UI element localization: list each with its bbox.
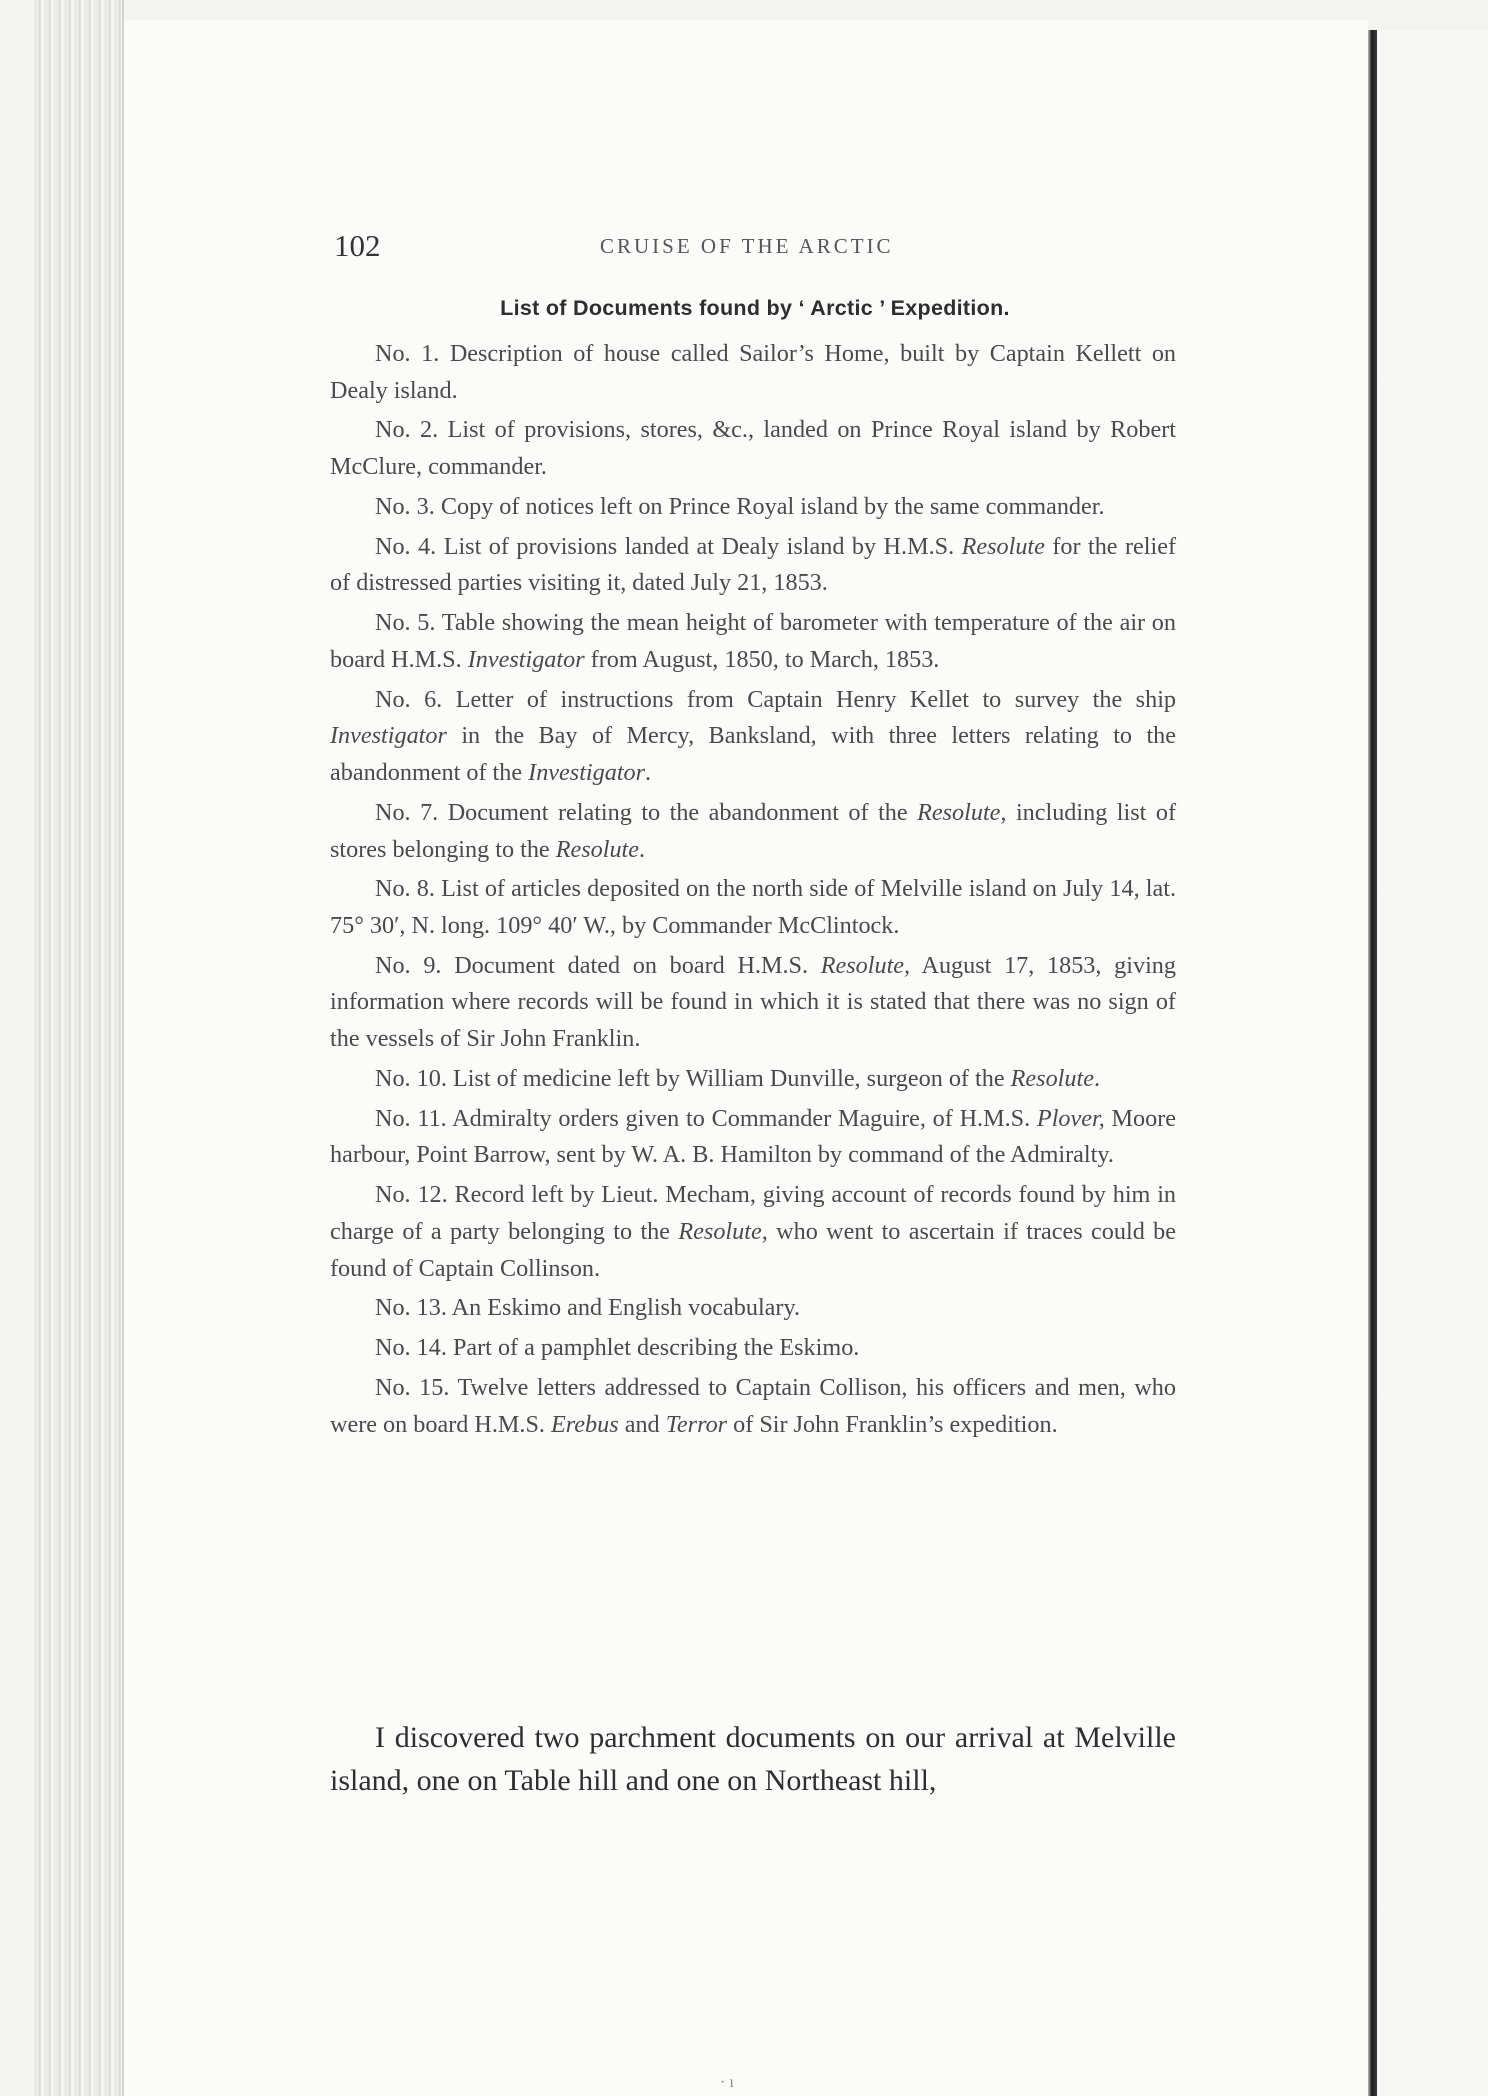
entry-text: An Eskimo and English vocabulary. [451, 1294, 801, 1322]
entry-text: Part of a pamphlet describing the Eskimo. [452, 1334, 860, 1362]
entry-label: No. 14. [375, 1334, 447, 1362]
page-number: 102 [334, 228, 381, 263]
entry-text: including list of stores belonging to the [330, 798, 1176, 863]
entry-label: No. 12. [375, 1181, 448, 1209]
ship-name: Investigator [467, 645, 585, 673]
document-entry [330, 336, 1176, 409]
entry-text: . [1093, 1064, 1100, 1092]
page-edges [34, 0, 124, 2096]
document-entry [330, 1370, 1176, 1443]
entry-text: in the Bay of Mercy, Banksland, with three letters relating to the abandonment of the [330, 722, 1176, 787]
entry-text: and [618, 1410, 666, 1438]
footer-mark: · ı [720, 2074, 734, 2091]
entry-label: No. 8. [375, 875, 435, 903]
entry-label: No. 3. [375, 492, 435, 520]
entry-text: List of provisions landed at Dealy island by H.M.S. [443, 532, 962, 560]
ship-name: Erebus [551, 1410, 619, 1438]
ship-name: Resolute, [917, 798, 1007, 826]
body-paragraph: I discovered two parchment documents on our arrival at Melville island, one on Table hill and one on Northeast hill, [330, 1721, 1176, 1797]
ship-name: Investigator [330, 722, 447, 750]
entry-text: Document relating to the abandonment of the [447, 798, 918, 826]
document-list [330, 336, 1176, 1447]
entry-text: Document dated on board H.M.S. [454, 951, 821, 979]
entry-text: who went to ascertain if traces could be found of Captain Collinson. [330, 1217, 1176, 1282]
entry-text: of Sir John Franklin’s expedition. [727, 1410, 1058, 1438]
entry-text: Letter of instructions from Captain Henry Kellet to survey the ship [455, 685, 1177, 713]
entry-label: No. 9. [375, 951, 442, 979]
document-entry [330, 412, 1176, 485]
entry-text: Description of house called Sailor’s Home, built by Captain Kellett on Dealy island. [330, 340, 1177, 404]
entry-label: No. 7. [375, 798, 439, 826]
ship-name: Resolute [1010, 1064, 1094, 1092]
entry-text: Moore harbour, Point Barrow, sent by W. A. B. Hamilton by command of the Admiralty. [330, 1104, 1177, 1169]
ship-name: Resolute [961, 532, 1045, 560]
ship-name: Resolute, [678, 1217, 768, 1245]
facing-page [1377, 30, 1488, 2096]
entry-label: No. 11. [375, 1104, 447, 1132]
document-entry [330, 489, 1176, 526]
ship-name: Terror [665, 1410, 728, 1438]
entry-text: Copy of notices left on Prince Royal island by the same commander. [440, 492, 1105, 520]
document-entry [330, 1061, 1176, 1098]
entry-label: No. 6. [375, 685, 443, 713]
entry-text: List of articles deposited on the north side of Melville island on July 14, lat. 75° 30′, N. long. 109° 40′ W., by Commander McClintock. [330, 875, 1177, 939]
document-entry [330, 795, 1176, 868]
entry-text: from August, 1850, to March, 1853. [584, 645, 940, 673]
entry-label: No. 4. [375, 532, 437, 560]
document-entry [330, 1177, 1176, 1287]
entry-text: August 17, 1853, giving information where records will be found in which it is stated that there was no sign of the vessels of Sir John Franklin. [330, 951, 1176, 1053]
document-entry [330, 948, 1176, 1058]
entry-text: Twelve letters addressed to Captain Collison, his officers and men, who were on board H.M.S. [330, 1374, 1176, 1438]
entry-text: List of provisions, stores, &c., landed on Prince Royal island by Robert McClure, commander. [330, 416, 1176, 481]
entry-text: Table showing the mean height of barometer with temperature of the air on board H.M.S. [330, 609, 1176, 673]
document-entry [330, 529, 1176, 602]
document-entry [330, 1101, 1176, 1174]
ship-name: Resolute [555, 835, 640, 863]
entry-label: No. 10. [375, 1064, 447, 1092]
ship-name: Plover, [1036, 1104, 1105, 1132]
running-head: CRUISE OF THE ARCTIC [600, 234, 894, 258]
entry-text: List of medicine left by William Dunville, surgeon of the [452, 1064, 1011, 1092]
entry-label: No. 5. [375, 609, 436, 637]
document-entry [330, 1290, 1176, 1327]
entry-text: for the relief of distressed parties visiting it, dated July 21, 1853. [330, 532, 1177, 597]
document-entry [330, 682, 1176, 792]
entry-text: Admiralty orders given to Commander Maguire, of H.M.S. [452, 1104, 1037, 1132]
entry-label: No. 2. [375, 416, 439, 444]
entry-text: . [639, 835, 646, 863]
entry-text: . [645, 759, 652, 787]
entry-label: No. 15. [375, 1374, 450, 1402]
ship-name: Investigator [528, 759, 646, 787]
book-binding [1368, 30, 1377, 2096]
document-entry [330, 871, 1176, 944]
entry-label: No. 13. [375, 1294, 447, 1322]
list-heading: List of Documents found by ‘ Arctic ’ Expedition. [500, 296, 1010, 320]
document-entry [330, 1330, 1176, 1367]
entry-text: Record left by Lieut. Mecham, giving account of records found by him in charge of a party belonging to the [330, 1181, 1177, 1245]
ship-name: Resolute, [820, 951, 911, 979]
entry-label: No. 1. [375, 340, 440, 367]
document-entry [330, 605, 1176, 678]
